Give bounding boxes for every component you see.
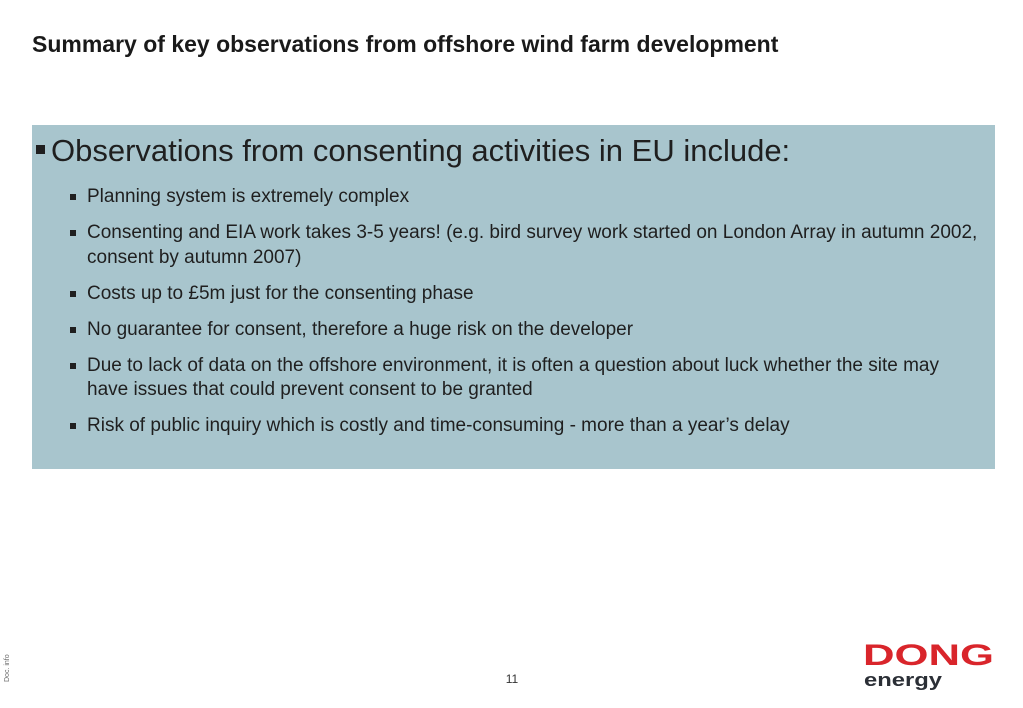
square-bullet-icon bbox=[70, 363, 76, 369]
square-bullet-icon bbox=[70, 194, 76, 200]
list-item bbox=[70, 318, 982, 343]
logo-wordmark-energy: energy bbox=[864, 670, 942, 690]
square-bullet-icon bbox=[70, 291, 76, 297]
list-item bbox=[70, 185, 982, 210]
list-item bbox=[70, 354, 982, 403]
logo-wordmark-dong: DONG bbox=[863, 642, 994, 672]
doc-info bbox=[4, 652, 16, 686]
panel-heading bbox=[32, 133, 790, 169]
square-bullet-icon bbox=[36, 145, 45, 154]
bullet-text: No guarantee for consent, therefore a huge risk on the developer bbox=[87, 318, 634, 340]
observations-panel bbox=[32, 125, 995, 469]
list-item bbox=[70, 282, 982, 307]
bullet-list bbox=[70, 185, 982, 450]
bullet-text: Due to lack of data on the offshore environment, it is often a question about luck whether the site may have issues that could prevent consent to be granted bbox=[87, 354, 939, 400]
bullet-text: Planning system is extremely complex bbox=[87, 186, 410, 207]
panel-heading-text: Observations from consenting activities in EU include: bbox=[51, 133, 791, 168]
dong-energy-logo bbox=[862, 642, 996, 690]
doc-info-text: Doc. info bbox=[4, 654, 11, 682]
bullet-text: Costs up to £5m just for the consenting phase bbox=[87, 282, 474, 304]
page-number: 11 bbox=[505, 672, 519, 686]
square-bullet-icon bbox=[70, 327, 76, 333]
list-item bbox=[70, 414, 982, 439]
square-bullet-icon bbox=[70, 423, 76, 429]
list-item bbox=[70, 221, 982, 270]
bullet-text: Risk of public inquiry which is costly and time-consuming - more than a year’s delay bbox=[87, 415, 790, 436]
bullet-text: Consenting and EIA work takes 3-5 years! (e.g. bird survey work started on London Array in autumn 2002, consent by autumn 2007) bbox=[87, 222, 978, 268]
slide-title: Summary of key observations from offshore wind farm development bbox=[32, 31, 779, 57]
square-bullet-icon bbox=[70, 230, 76, 236]
